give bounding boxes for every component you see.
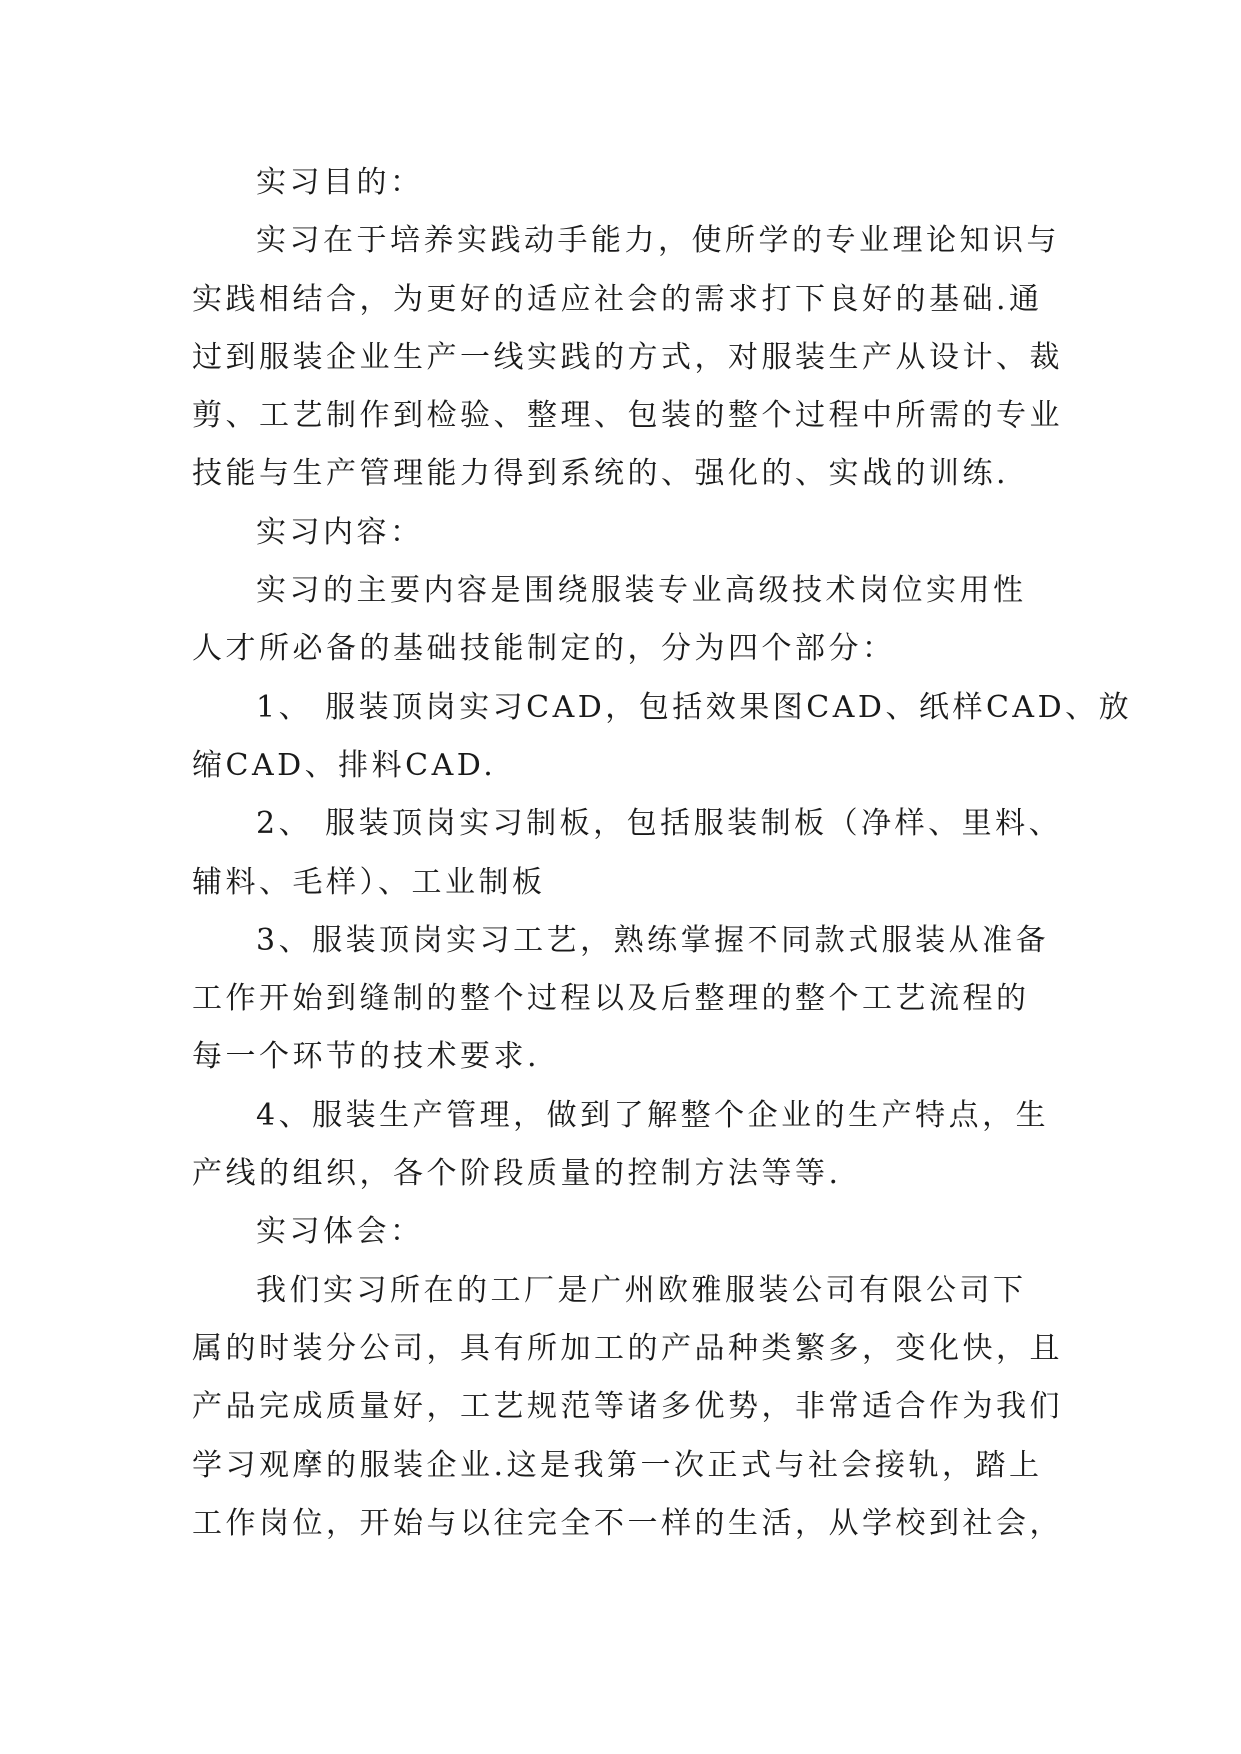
list-item-2: 2、 服装顶岗实习制板，包括服装制板（净样、里料、: [256, 806, 1063, 842]
list-item-4: 4、服装生产管理，做到了解整个企业的生产特点，生: [256, 1097, 1050, 1133]
list-item-3: 3、服装顶岗实习工艺，熟练掌握不同款式服装从准备: [256, 922, 1050, 958]
paragraph-line: 我们实习所在的工厂是广州欧雅服装公司有限公司下: [256, 1272, 1027, 1308]
paragraph-line: 每一个环节的技术要求.: [192, 1039, 541, 1075]
paragraph-line: 实践相结合，为更好的适应社会的需求打下良好的基础.通: [192, 281, 1043, 317]
paragraph-line: 剪、工艺制作到检验、整理、包装的整个过程中所需的专业: [192, 398, 1063, 434]
paragraph-line: 学习观摩的服装企业.这是我第一次正式与社会接轨，踏上: [192, 1447, 1043, 1483]
section-heading-experience: 实习体会：: [256, 1214, 424, 1250]
document-body: [192, 154, 1133, 1553]
paragraph-line: 产线的组织，各个阶段质量的控制方法等等.: [192, 1156, 842, 1192]
paragraph-line: 辅料、毛样）、工业制板: [192, 864, 546, 900]
paragraph-line: 工作岗位，开始与以往完全不一样的生活，从学校到社会，: [192, 1505, 1063, 1541]
section-heading-purpose: 实习目的：: [256, 165, 424, 200]
list-item-1: 1、 服装顶岗实习CAD，包括效果图CAD、纸样CAD、放: [256, 689, 1133, 725]
paragraph-line: 实习在于培养实践动手能力，使所学的专业理论知识与: [256, 223, 1060, 259]
paragraph-line: 工作开始到缝制的整个过程以及后整理的整个工艺流程的: [192, 981, 1030, 1017]
paragraph-line: 人才所必备的基础技能制定的，分为四个部分：: [192, 631, 896, 667]
paragraph-line: 属的时装分公司，具有所加工的产品种类繁多，变化快，且: [192, 1330, 1063, 1366]
paragraph-line: 实习的主要内容是围绕服装专业高级技术岗位实用性: [256, 573, 1027, 609]
paragraph-line: 技能与生产管理能力得到系统的、强化的、实战的训练.: [192, 456, 1010, 492]
paragraph-line: 过到服装企业生产一线实践的方式，对服装生产从设计、裁: [192, 339, 1063, 375]
paragraph-line: 产品完成质量好，工艺规范等诸多优势，非常适合作为我们: [192, 1389, 1063, 1425]
paragraph-line: 缩CAD、排料CAD.: [192, 747, 497, 783]
section-heading-content: 实习内容：: [256, 514, 424, 550]
